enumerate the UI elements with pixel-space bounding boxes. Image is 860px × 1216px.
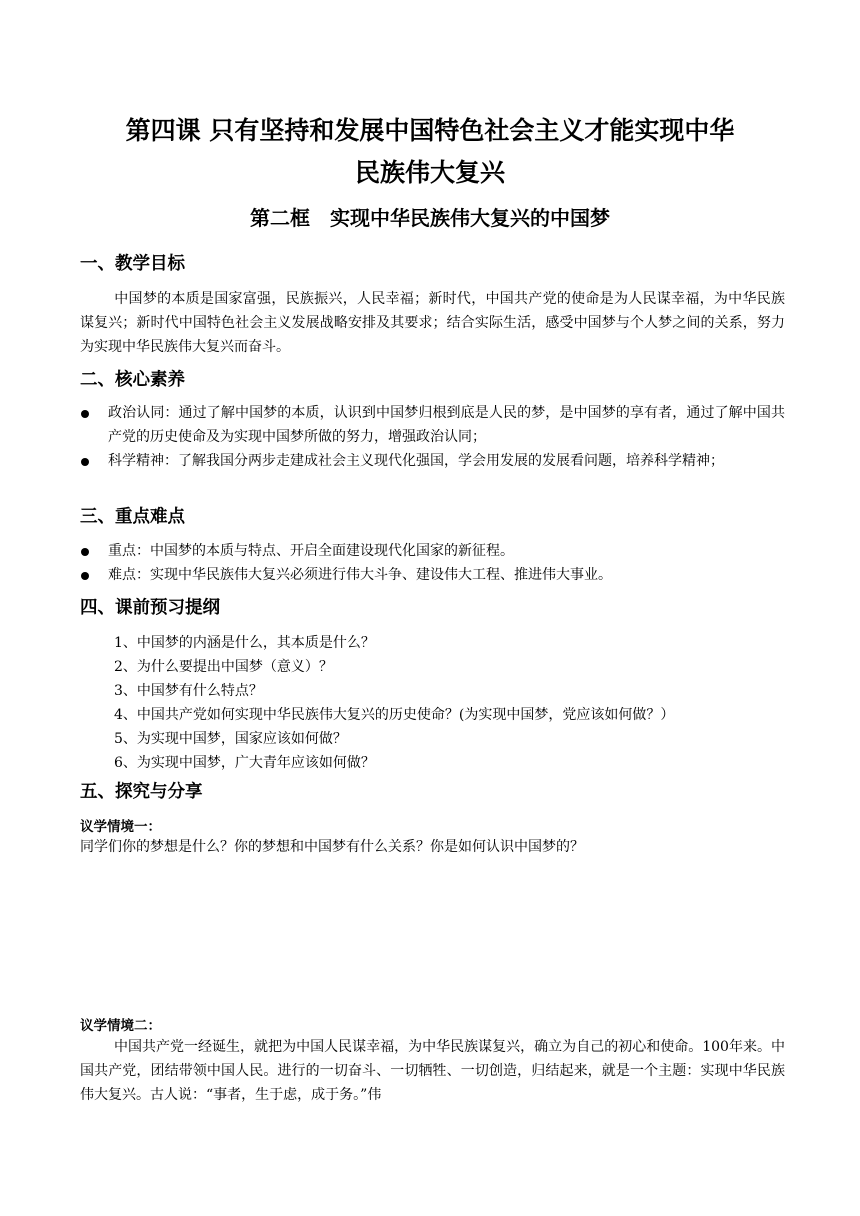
list-item: 重点：中国梦的本质与特点、开启全面建设现代化国家的新征程。 — [80, 539, 785, 563]
lesson-title-line2: 民族伟大复兴 — [354, 158, 505, 187]
scene2-label: 议学情境二： — [80, 1018, 161, 1034]
teaching-goals-body: 中国梦的本质是国家富强，民族振兴，人民幸福；新时代，中国共产党的使命是为人民谋幸福，为中华民族谋复兴；新时代中国特色社会主义发展战略安排及其要求；结合实际生活，感受中国梦与个人梦之间的关系，努力为实现中华民族伟大复兴而奋斗。 — [80, 291, 785, 355]
preview-outline-list — [114, 631, 794, 775]
list-item: 科学精神：了解我国分两步走建成社会主义现代化强国，学会用发展的发展看问题，培养科学精神； — [80, 449, 785, 473]
list-item: 3、中国梦有什么特点？ — [114, 683, 263, 699]
scene1-text: 同学们你的梦想是什么？你的梦想和中国梦有什么关系？你是如何认识中国梦的？ — [80, 839, 584, 855]
list-item: 政治认同：通过了解中国梦的本质，认识到中国梦归根到底是人民的梦，是中国梦的享有者，通过了解中国共产党的历史使命及为实现中国梦所做的努力，增强政治认同； — [80, 401, 785, 449]
key-points-list — [80, 539, 785, 587]
lesson-subtitle: 第二框 实现中华民族伟大复兴的中国梦 — [250, 206, 610, 230]
list-item: 1、中国梦的内涵是什么，其本质是什么？ — [114, 635, 375, 651]
heading-preview-outline: 四、课前预习提纲 — [80, 598, 220, 618]
bullet-icon — [81, 458, 89, 466]
list-item: 难点：实现中华民族伟大复兴必须进行伟大斗争、建设伟大工程、推进伟大事业。 — [80, 563, 785, 587]
bullet-icon — [81, 572, 89, 580]
scene2-text — [80, 1035, 785, 1107]
bullet-icon — [81, 548, 89, 556]
scene1-label: 议学情境一： — [80, 819, 161, 835]
teaching-goals-text — [80, 287, 785, 359]
core-literacy-list — [80, 401, 785, 473]
heading-teaching-goals: 一、教学目标 — [80, 254, 185, 274]
list-item: 4、中国共产党如何实现中华民族伟大复兴的历史使命？(为实现中国梦，党应该如何做？） — [114, 707, 675, 723]
bullet-icon — [81, 410, 89, 418]
list-item: 6、为实现中国梦，广大青年应该如何做？ — [114, 755, 375, 771]
heading-core-literacy: 二、核心素养 — [80, 370, 185, 390]
list-item: 5、为实现中国梦，国家应该如何做？ — [114, 731, 347, 747]
scene2-body: 中国共产党一经诞生，就把为中国人民谋幸福，为中华民族谋复兴，确立为自己的初心和使命。100年来。中国共产党，团结带领中国人民。进行的一切奋斗、一切牺牲、一切创造，归结起来，就是一个主题：实现中华民族伟大复兴。古人说：“事者，生于虑，成于务。”伟 — [80, 1039, 785, 1103]
lesson-title-line1: 第四课 只有坚持和发展中国特色社会主义才能实现中华 — [125, 116, 735, 145]
lesson-title — [80, 110, 780, 194]
list-item: 2、为什么要提出中国梦（意义）？ — [114, 659, 333, 675]
heading-key-points: 三、重点难点 — [80, 507, 185, 527]
heading-explore-share: 五、探究与分享 — [80, 782, 203, 802]
